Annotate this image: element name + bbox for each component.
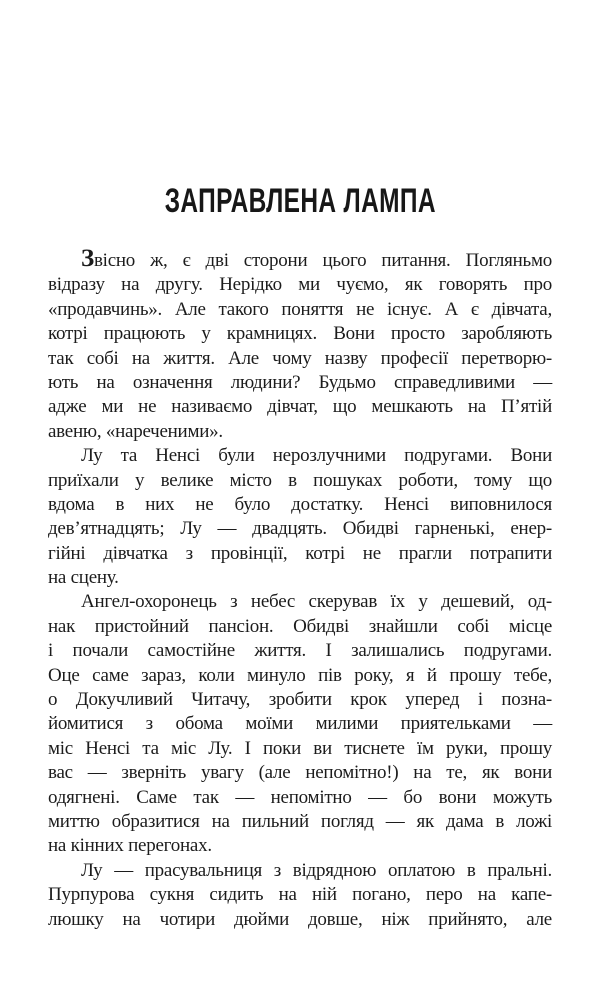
text-line: Оце саме зараз, коли минуло пів року, я й прошу тебе, <box>48 664 552 686</box>
text-line: нак пристойний пансіон. Обидві знайшли собі місце <box>48 615 552 637</box>
text-line: на кінних перегонах. <box>48 835 212 857</box>
text-line: міс Ненсі та міс Лу. І поки ви тиснете їм руки, прошу <box>48 737 552 759</box>
text-line: котрі працюють у крамницях. Вони просто заробляють <box>48 323 552 345</box>
text-line: Ангел-охоронець з небес скерував їх у дешевий, од- <box>81 591 552 613</box>
text-block <box>48 245 552 932</box>
text-line: дев’ятнадцять; Лу — двадцять. Обидві гарненькі, енер- <box>48 518 552 540</box>
text-line: ють на означення людини? Будьмо справедливими — <box>48 371 552 393</box>
text-line: і почали самостійне життя. І залишались подругами. <box>48 640 552 662</box>
text-line: Пурпурова сукня сидить на ній погано, перо на капе- <box>48 884 552 906</box>
text-line: «продавчинь». Але такого поняття не існує. А є дівчата, <box>48 298 552 320</box>
text-line: авеню, «нареченими». <box>48 420 223 442</box>
text-line: вдома в них не було достатку. Ненсі виповнилося <box>48 493 552 515</box>
text-line: так собі на життя. Але чому назву професії перетворю- <box>48 347 552 369</box>
text-line: на сцену. <box>48 567 119 589</box>
enlarged-initial-letter: З <box>81 245 94 272</box>
text-line: приїхали у велике місто в пошуках роботи, тому що <box>48 469 552 491</box>
text-line: йомитися з обома моїми милими приятельками — <box>48 713 552 735</box>
text-line: Лу — прасувальниця з відрядною оплатою в пральні. <box>81 859 552 881</box>
text-line: Лу та Ненсі були нерозлучними подругами. Вони <box>81 445 552 467</box>
chapter-title-text: ЗАПРАВЛЕНА ЛАМПА <box>164 182 436 220</box>
text-line: миттю образитися на пильний погляд — як дама в ложі <box>48 810 552 832</box>
text-line: гійні дівчатка з провінції, котрі не прагли потрапити <box>48 542 552 564</box>
text-line: одягнені. Саме так — непомітно — бо вони можуть <box>48 786 552 808</box>
text-line: о Докучливий Читачу, зробити крок уперед і позна- <box>48 689 552 711</box>
chapter-title <box>0 184 600 218</box>
text-line: адже ми не називаємо дівчат, що мешкають на П’ятій <box>48 396 552 418</box>
text-line: відразу на другу. Нерідко ми чуємо, як говорять про <box>48 274 552 296</box>
text-line: вас — зверніть увагу (але непомітно!) на те, як вони <box>48 762 552 784</box>
text-line: люшку на чотири дюйми довше, ніж прийнято, але <box>48 908 552 930</box>
text-line: Звісно ж, є дві сторони цього питання. Погляньмо <box>81 245 552 272</box>
